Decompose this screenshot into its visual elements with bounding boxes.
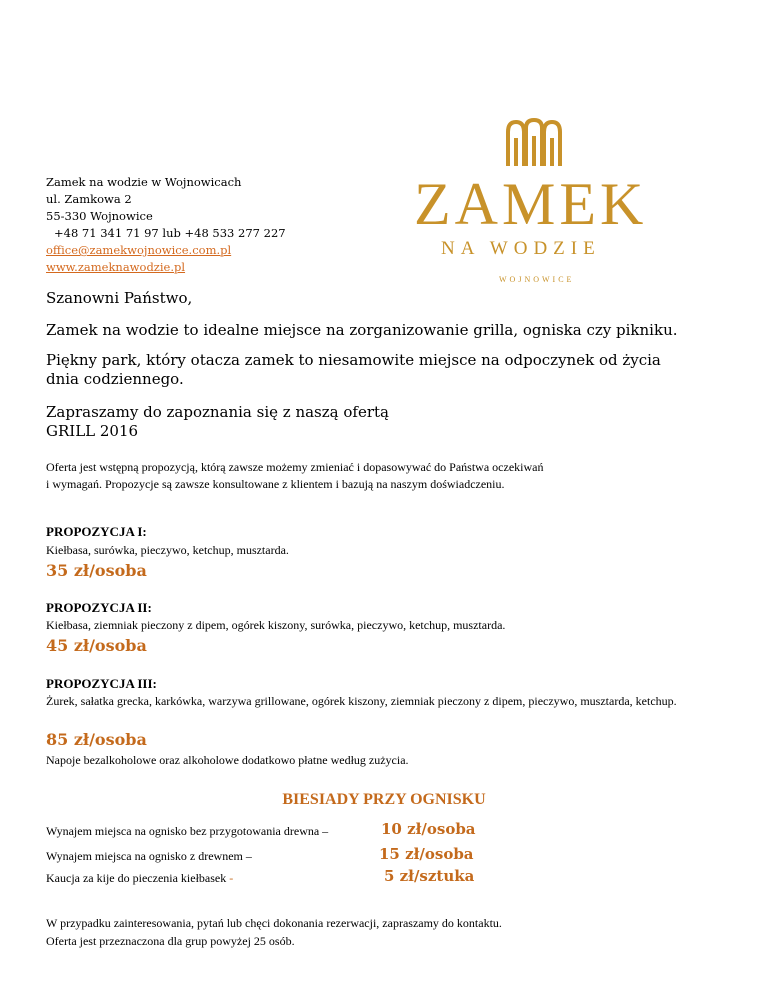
phones: +48 71 341 71 97 lub +48 533 277 227 [54,226,286,240]
offer-3-title: PROPOZYCJA III: [46,676,157,691]
email-link[interactable]: office@zamekwojnowice.com.pl [46,243,232,257]
offer-3-price: 85 zł/osoba [46,730,147,749]
address-block [46,174,286,276]
bonfire-title: BIESIADY PRZY OGNISKU [282,791,486,808]
intro-1: Zamek na wodzie to idealne miejsce na zorganizowanie grilla, ogniska czy pikniku. [46,321,678,339]
offer-2-price: 45 zł/osoba [46,636,147,655]
footer-2: Oferta jest przeznaczona dla grup powyżej 25 osób. [46,934,295,948]
website-link[interactable]: www.zameknawodzie.pl [46,260,186,274]
street: ul. Zamkowa 2 [46,192,132,206]
postal-city: 55-330 Wojnowice [46,209,153,223]
bonfire-item-1-label: Wynajem miejsca na ognisko bez przygotowania drewna – [46,824,329,838]
offer-1-price: 35 zł/osoba [46,561,147,580]
drinks-note: Napoje bezalkoholowe oraz alkoholowe dodatkowo płatne według zużycia. [46,753,409,767]
offer-2-desc: Kiełbasa, ziemniak pieczony z dipem, ogórek kiszony, surówka, pieczywo, ketchup, musztarda. [46,618,506,632]
bonfire-item-3 [46,871,233,886]
logo [412,118,667,293]
bonfire-item-3-price: 5 zł/sztuka [384,867,475,885]
offer-3-desc: Żurek, sałatka grecka, karkówka, warzywa grillowane, ogórek kiszony, ziemniak pieczony z dipem, pieczywo, musztarda, ketchup. [46,694,677,708]
bonfire-item-1-price: 10 zł/osoba [381,820,476,838]
logo-sub: NA WODZIE [441,238,601,259]
offer-1-title: PROPOZYCJA I: [46,524,147,539]
logo-main: ZAMEK [414,171,648,237]
logo-place: WOJNOWICE [499,275,575,284]
invite-2: GRILL 2016 [46,422,139,440]
note-1: Oferta jest wstępną propozycją, którą zawsze możemy zmieniać i dopasowywać do Państwa oczekiwań [46,460,544,474]
intro-2: Piękny park, który otacza zamek to niesamowite miejsce na odpoczynek od życia dnia codziennego. [46,351,661,388]
venue-name: Zamek na wodzie w Wojnowicach [46,175,242,189]
bonfire-item-2-price: 15 zł/osoba [379,845,474,863]
offer-2-title: PROPOZYCJA II: [46,600,152,615]
greeting: Szanowni Państwo, [46,289,193,307]
invite-1: Zapraszamy do zapoznania się z naszą ofertą [46,403,389,421]
note-2: i wymagań. Propozycje są zawsze konsultowane z klientem i bazują na naszym doświadczeniu. [46,477,505,491]
bonfire-item-3-label: Kaucja za kije do pieczenia kiełbasek [46,871,227,885]
offer-1-desc: Kiełbasa, surówka, pieczywo, ketchup, musztarda. [46,543,289,557]
bonfire-item-3-dash: - [229,871,234,885]
castle-icon [504,118,564,168]
footer-1: W przypadku zainteresowania, pytań lub chęci dokonania rezerwacji, zapraszamy do kontaktu. [46,916,502,930]
bonfire-item-2-label: Wynajem miejsca na ognisko z drewnem – [46,849,252,863]
